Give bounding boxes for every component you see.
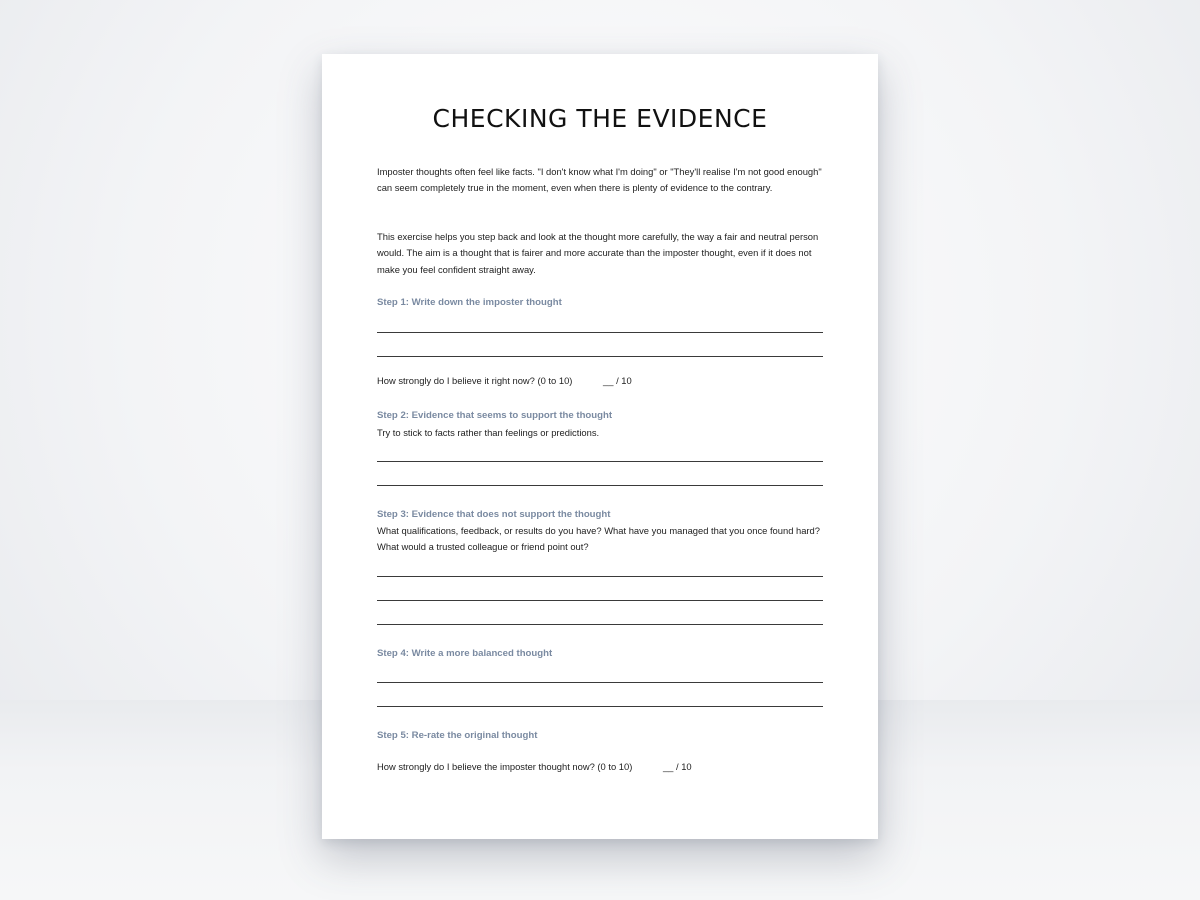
intro-paragraph-1: Imposter thoughts often feel like facts. "I don't know what I'm doing" or "They'll realise I'm not good enough" can seem completely true in the moment, even when there is plenty of evidence to the contrary. xyxy=(377,166,822,194)
answer-line[interactable] xyxy=(377,600,823,601)
answer-line[interactable] xyxy=(377,485,823,486)
answer-line[interactable] xyxy=(377,461,823,462)
step-5-heading: Step 5: Re-rate the original thought xyxy=(377,730,538,741)
intro-paragraph-2: This exercise helps you step back and look at the thought more carefully, the way a fair and neutral person would. The aim is a thought that is fairer and more accurate than the imposter thought, even if it does not make you feel confident straight away. xyxy=(377,231,819,275)
answer-line[interactable] xyxy=(377,332,823,333)
step-5-rating xyxy=(377,761,692,772)
step-3-heading: Step 3: Evidence that does not support the thought xyxy=(377,509,611,520)
page-title: CHECKING THE EVIDENCE xyxy=(432,104,768,133)
rating-question: How strongly do I believe it right now? (0 to 10) xyxy=(377,375,573,386)
answer-line[interactable] xyxy=(377,624,823,625)
worksheet-page xyxy=(322,54,878,839)
step-1-heading: Step 1: Write down the imposter thought xyxy=(377,297,562,308)
rating-blank[interactable]: __ / 10 xyxy=(603,375,632,386)
answer-line[interactable] xyxy=(377,706,823,707)
rating-question: How strongly do I believe the imposter thought now? (0 to 10) xyxy=(377,761,633,772)
rating-blank[interactable]: __ / 10 xyxy=(662,761,692,772)
answer-line[interactable] xyxy=(377,682,823,683)
step-2-hint: Try to stick to facts rather than feelings or predictions. xyxy=(377,427,600,438)
step-3-hint: What qualifications, feedback, or results do you have? What have you managed that you once found hard? What would a trusted colleague or friend point out? xyxy=(377,525,820,553)
answer-line[interactable] xyxy=(377,356,823,357)
step-4-heading: Step 4: Write a more balanced thought xyxy=(377,648,553,659)
step-2-heading: Step 2: Evidence that seems to support the thought xyxy=(377,410,613,421)
answer-line[interactable] xyxy=(377,576,823,577)
step-1-rating xyxy=(377,375,632,386)
